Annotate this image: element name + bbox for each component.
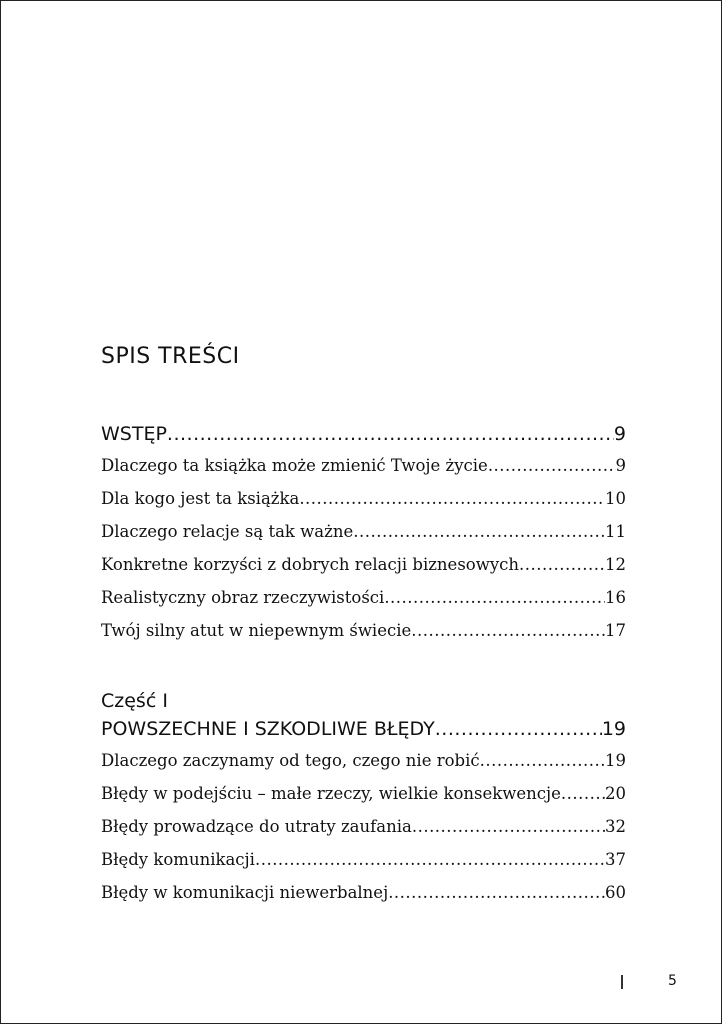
toc-heading-label: POWSZECHNE I SZKODLIWE BŁĘDY <box>101 718 435 740</box>
toc-entry-label: Dla kogo jest ta książka <box>101 489 300 508</box>
dot-leader <box>255 850 605 869</box>
toc-entry[interactable] <box>101 489 626 522</box>
toc-heading-row[interactable] <box>101 718 626 751</box>
toc-entry-label: Dlaczego ta książka może zmienić Twoje życie <box>101 456 488 475</box>
toc-heading-page: 9 <box>613 423 626 445</box>
toc-section-wstep <box>101 423 626 654</box>
toc-entry-page: 10 <box>605 489 626 508</box>
toc-entry-label: Realistyczny obraz rzeczywistości <box>101 588 385 607</box>
toc-entry-label: Konkretne korzyści z dobrych relacji biznesowych <box>101 555 520 574</box>
toc-entry-label: Twój silny atut w niepewnym świecie <box>101 621 412 640</box>
toc-entry[interactable] <box>101 588 626 621</box>
toc-entry-page: 19 <box>605 751 626 770</box>
dot-leader <box>353 522 605 541</box>
toc-entry[interactable] <box>101 784 626 817</box>
toc-entry[interactable] <box>101 621 626 654</box>
toc-heading-label: WSTĘP <box>101 423 167 445</box>
dot-leader <box>411 621 605 640</box>
dot-leader <box>561 784 605 803</box>
dot-leader <box>299 489 605 508</box>
footer-page-number: 5 <box>668 973 677 989</box>
toc-entry[interactable] <box>101 456 626 489</box>
toc-entry-page: 20 <box>605 784 626 803</box>
part-label: Część I <box>101 690 168 712</box>
toc-entry-page: 11 <box>605 522 626 541</box>
footer-separator <box>621 975 623 989</box>
toc-entry-page: 12 <box>605 555 626 574</box>
dot-leader <box>384 588 605 607</box>
toc-entry[interactable] <box>101 522 626 555</box>
toc-entry-page: 37 <box>605 850 626 869</box>
toc-entry[interactable] <box>101 817 626 850</box>
dot-leader <box>480 751 605 770</box>
toc-entry[interactable] <box>101 555 626 588</box>
toc-entry[interactable] <box>101 751 626 784</box>
toc-heading-page: 19 <box>601 718 626 740</box>
toc-entry-label: Dlaczego zaczynamy od tego, czego nie robić <box>101 751 480 770</box>
toc-entry[interactable] <box>101 883 626 916</box>
toc-entry-page: 16 <box>605 588 626 607</box>
toc-entry-label: Błędy prowadzące do utraty zaufania <box>101 817 412 836</box>
dot-leader <box>412 817 605 836</box>
toc-entry-label: Błędy w podejściu – małe rzeczy, wielkie konsekwencje <box>101 784 561 803</box>
toc-entry-page: 60 <box>605 883 626 902</box>
dot-leader <box>519 555 605 574</box>
toc-entry-label: Dlaczego relacje są tak ważne <box>101 522 354 541</box>
dot-leader <box>388 883 605 902</box>
toc-title: SPIS TREŚCI <box>101 344 240 369</box>
toc-entry[interactable] <box>101 850 626 883</box>
dot-leader <box>167 423 614 445</box>
toc-entry-label: Błędy komunikacji <box>101 850 255 869</box>
toc-heading-row[interactable] <box>101 423 626 456</box>
toc-entry-label: Błędy w komunikacji niewerbalnej <box>101 883 389 902</box>
toc-entry-page: 32 <box>605 817 626 836</box>
toc-section-part1 <box>101 690 626 916</box>
toc-entry-page: 9 <box>615 456 626 475</box>
dot-leader <box>488 456 616 475</box>
toc-entry-page: 17 <box>605 621 626 640</box>
dot-leader <box>435 718 602 740</box>
